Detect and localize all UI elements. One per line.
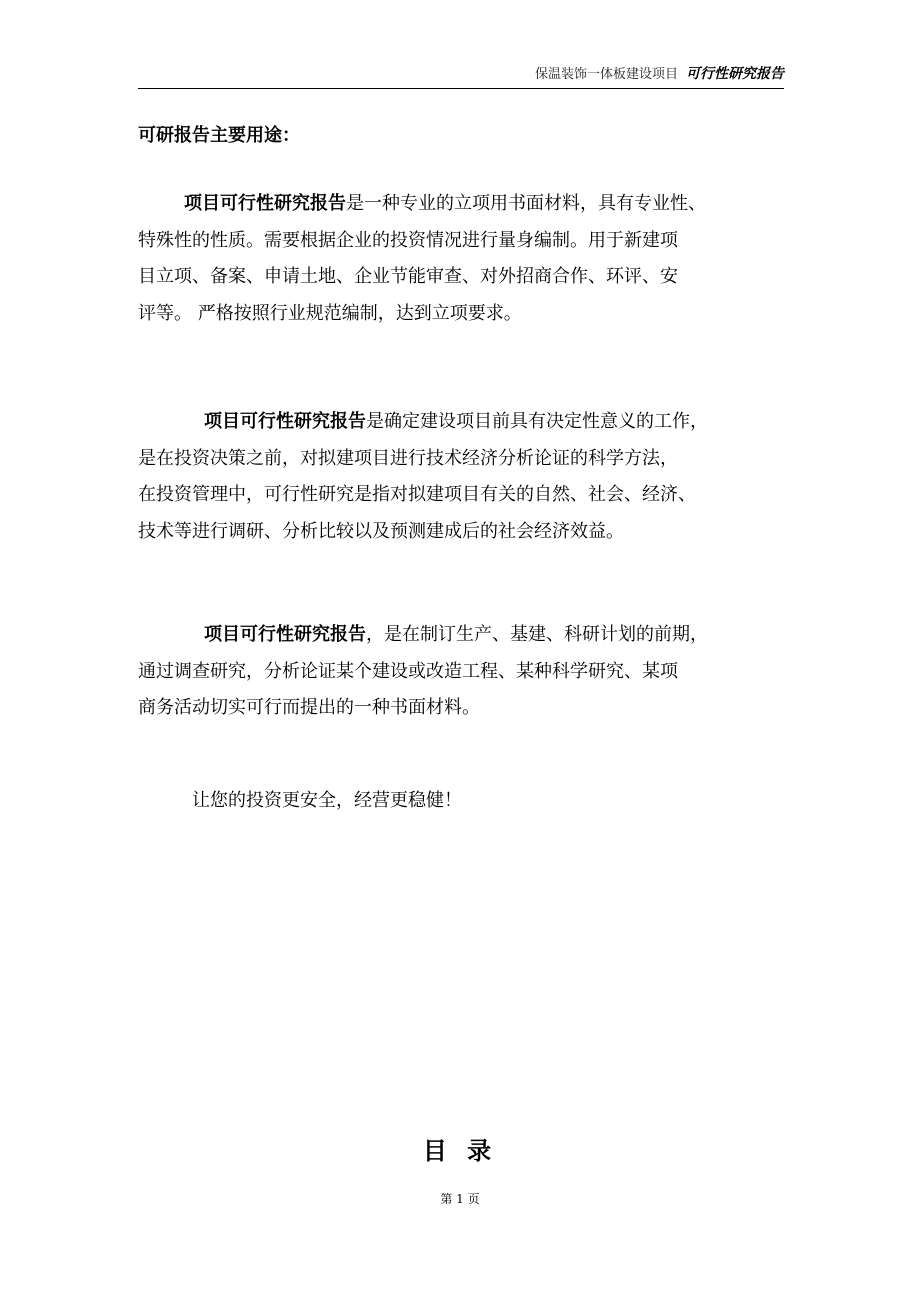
paragraph-3 (138, 617, 798, 727)
header-subtitle: 保温装饰一体板建设项目 (534, 67, 678, 82)
paragraph-line: 通过调查研究，分析论证某个建设或改造工程、某种科学研究、某项 (138, 660, 678, 682)
page-number: 第 1 页 (440, 1192, 480, 1206)
paragraph-line: 商务活动切实可行而提出的一种书面材料。 (138, 697, 480, 718)
paragraph-lead: 项目可行性研究报告 (184, 193, 346, 214)
paragraph-line: 评等。 严格按照行业规范编制，达到立项要求。 (138, 302, 522, 324)
section-heading: 可研报告主要用途： (138, 125, 300, 146)
toc-title: 目 录 (422, 1136, 498, 1165)
paragraph-line: 项目可行性研究报告是确定建设项目前具有决定性意义的工作， (204, 411, 708, 432)
paragraph-line: 技术等进行调研、分析比较以及预测建成后的社会经济效益。 (138, 520, 624, 542)
paragraph-line: 特殊性的性质。需要根据企业的投资情况进行量身编制。用于新建项 (138, 229, 678, 251)
paragraph-line: 项目可行性研究报告是一种专业的立项用书面材料，具有专业性、 (184, 193, 706, 214)
paragraph-2 (138, 404, 798, 550)
paragraph-line: 在投资管理中，可行性研究是指对拟建项目有关的自然、社会、经济、 (138, 484, 696, 505)
paragraph-lead: 项目可行性研究报告 (204, 411, 366, 432)
paragraph-1 (138, 186, 798, 332)
page-header (138, 64, 784, 89)
slogan: 让您的投资更安全，经营更稳健！ (192, 790, 462, 811)
paragraph-line: 项目可行性研究报告，是在制订生产、基建、科研计划的前期， (204, 624, 708, 645)
paragraph-line: 目立项、备案、申请土地、企业节能审查、对外招商合作、环评、安 (138, 266, 678, 287)
header-title: 可行性研究报告 (686, 66, 784, 82)
paragraph-line: 是在投资决策之前，对拟建项目进行技术经济分析论证的科学方法， (138, 447, 678, 469)
paragraph-lead: 项目可行性研究报告 (204, 624, 366, 645)
